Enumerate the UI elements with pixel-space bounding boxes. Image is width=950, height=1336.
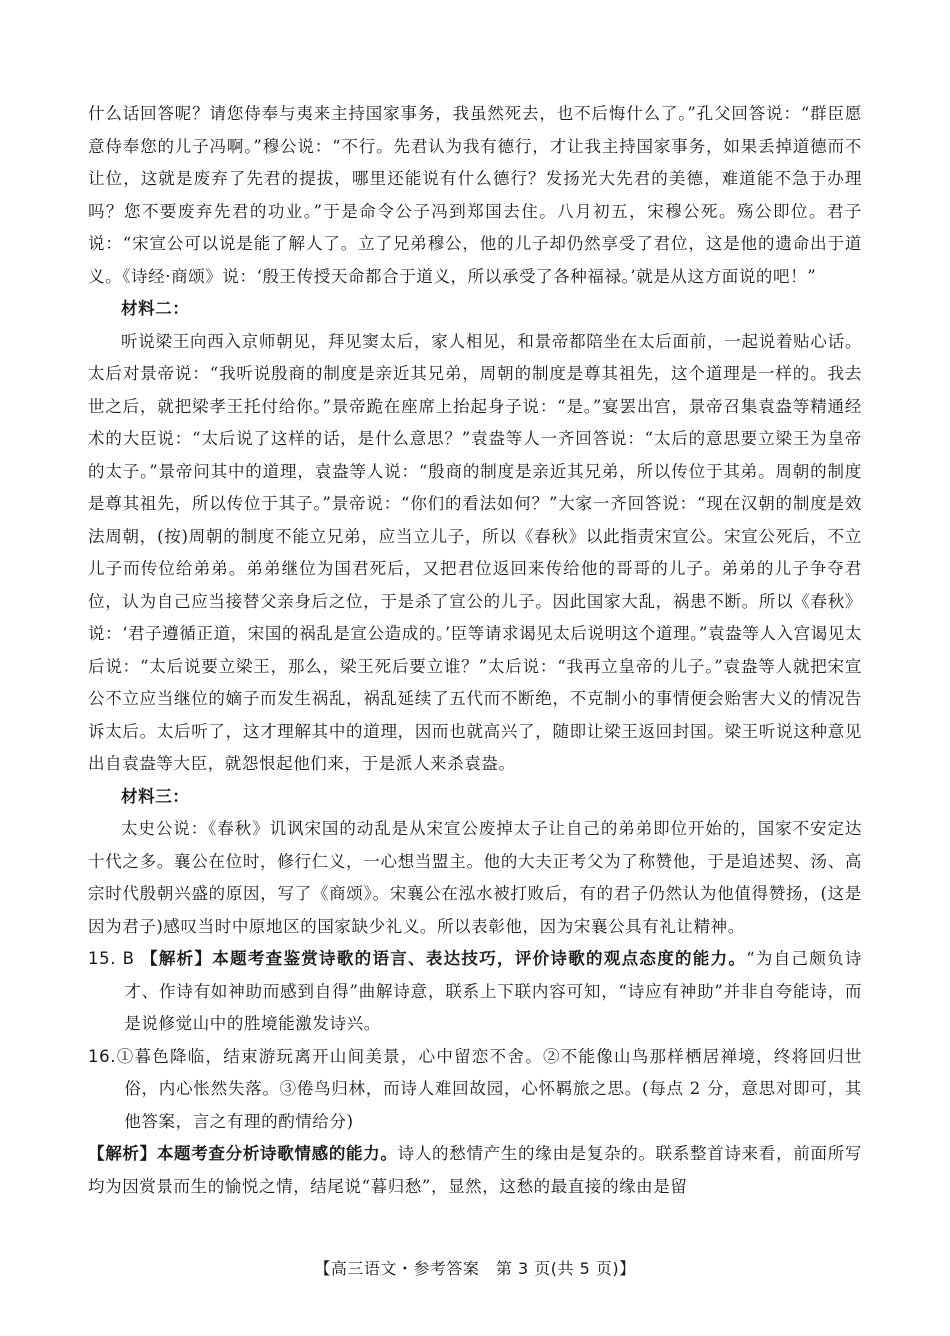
question-15-number: 15. B: [88, 949, 135, 968]
question-16-analysis-text: 诗人的愁情产生的缘由是复杂的。联系整首诗来看，前面所写均为因赏景而生的愉悦之情，结尾说“暮归愁”，显然，这愁的最直接的缘由是留: [88, 1144, 862, 1196]
question-15-analysis-lead: 本题考查鉴赏诗歌的语言、表达技巧，评价诗歌的观点态度的能力。: [212, 949, 747, 968]
material2-heading: 材料二：: [121, 299, 190, 318]
question-15-answer: [88, 943, 862, 1041]
material3-heading: 材料三：: [121, 786, 190, 806]
page-footer: 【高三语文・参考答案 第 3 页(共 5 页)】: [314, 1259, 636, 1278]
question-16-answer-text: ①暮色降临，结束游玩离开山间美景，心中留恋不舍。②不能像山鸟那样栖居禅境，终将回归世俗，内心怅然失落。③倦鸟归林，而诗人难回故园，心怀羁旅之思。(每点 2 分，意思对即可，其他答案，言之有理的酌情给分): [116, 1046, 862, 1131]
material1-translation-tail: 什么话回答呢？请您侍奉与夷来主持国家事务，我虽然死去，也不后悔什么了。”孔父回答说：“群臣愿意侍奉您的儿子冯啊。”穆公说：“不行。先君认为我有德行，才让我主持国家事务，如果丢掉道德而不让位，这就是废弃了先君的提拔，哪里还能说有什么德行？发扬光大先君的美德，难道能不急于办理吗？您不要废弃先君的功业。”于是命令公子冯到郑国去住。八月初五，宋穆公死。殇公即位。君子说：“宋宣公可以说是能了解人了。立了兄弟穆公，他的儿子却仍然享受了君位，这是他的遗命出于道义。《诗经·商颂》说：‘殷王传授天命都合于道义，所以承受了各种福禄。’就是从这方面说的吧！”: [88, 104, 862, 286]
material3-translation: 太史公说：《春秋》讥讽宋国的动乱是从宋宣公废掉太子让自己的弟弟即位开始的，国家不安定达十代之多。襄公在位时，修行仁义，一心想当盟主。他的大夫正考父为了称赞他，于是追述契、汤、高宗时代殷朝兴盛的原因，写了《商颂》。宋襄公在泓水被打败后，有的君子仍然认为他值得赞扬，(这是因为君子)感叹当时中原地区的国家缺少礼义。所以表彰他，因为宋襄公具有礼让精神。: [88, 819, 862, 936]
question-16-analysis: [88, 1138, 862, 1203]
question-16-analysis-tag: 【解析】: [88, 1144, 157, 1163]
material2-translation: 听说梁王向西入京师朝见，拜见窦太后，家人相见，和景帝都陪坐在太后面前，一起说着贴心话。太后对景帝说：“我听说殷商的制度是亲近其兄弟，周朝的制度是尊其祖先，这个道理是一样的。我去世之后，就把梁孝王托付给你。”景帝跪在座席上抬起身子说：“是。”宴罢出宫，景帝召集袁盎等精通经术的大臣说：“太后说了这样的话，是什么意思？”袁盎等人一齐回答说：“太后的意思要立梁王为皇帝的太子。”景帝问其中的道理，袁盎等人说：“殷商的制度是亲近其兄弟，所以传位于其弟。周朝的制度是尊其祖先，所以传位于其子。”景帝说：“你们的看法如何？”大家一齐回答说：“现在汉朝的制度是效法周朝，(按)周朝的制度不能立兄弟，应当立儿子，所以《春秋》以此指责宋宣公。宋宣公死后，不立儿子而传位给弟弟。弟弟继位为国君死后，又把君位返回来传给他的哥哥的儿子。弟弟的儿子争夺君位，认为自己应当接替父亲身后之位，于是杀了宣公的儿子。因此国家大乱，祸患不断。所以《春秋》说：‘君子遵循正道，宋国的祸乱是宣公造成的。’臣等请求谒见太后说明这个道理。”袁盎等人入宫谒见太后说：“太后说要立梁王，那么，梁王死后要立谁？”太后说：“我再立皇帝的儿子。”袁盎等人就把宋宣公不立应当继位的嫡子而发生祸乱，祸乱延续了五代而不断绝，不克制小的事情便会贻害大义的情况告诉太后。太后听了，这才理解其中的道理，因而也就高兴了，随即让梁王返回封国。梁王听说这种意见出自袁盎等大臣，就怨恨起他们来，于是派人来杀袁盎。: [88, 331, 862, 773]
question-16-number: 16.: [88, 1046, 117, 1066]
question-16-answer: [88, 1041, 862, 1139]
question-15-analysis-text: “为自己颇负诗才、作诗有如神助而感到自得”曲解诗意，联系上下联内容可知，“诗应有神助”并非自夸能诗，而是说修觉山中的胜境能激发诗兴。: [124, 949, 863, 1033]
question-16-analysis-lead: 本题考查分析诗歌情感的能力。: [156, 1144, 398, 1163]
answer-page-body: [88, 98, 862, 1203]
question-15-analysis-tag: 【解析】: [141, 949, 213, 968]
